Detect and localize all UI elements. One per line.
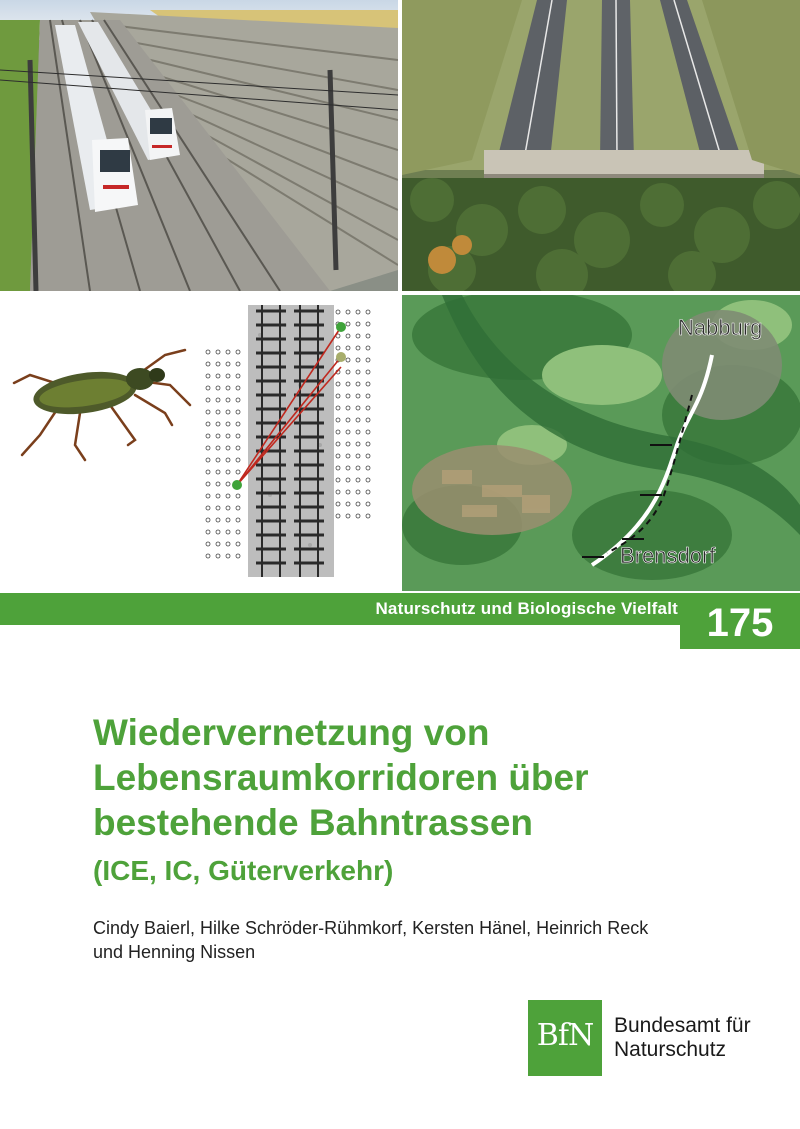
series-number: 175 [706,601,774,645]
publisher-name-line: Bundesamt für [614,1014,751,1037]
authors-line: Cindy Baierl, Hilke Schröder-Rühmkorf, Kersten Hänel, Heinrich Reck [93,918,649,938]
title-line: Lebensraumkorridoren über [93,757,589,798]
authors-line: und Henning Nissen [93,942,256,962]
series-number-box [680,593,800,649]
map-label-north: Nabburg [678,315,763,340]
bfn-logo-text: BfN [536,1018,594,1053]
map-label-south: Brensdorf [620,543,716,568]
series-title: Naturschutz und Biologische Vielfalt [375,599,678,618]
publisher-name [614,1014,751,1062]
authors [93,916,648,964]
ice-trains-photo [0,0,398,291]
book-title [93,710,733,845]
book-subtitle: (ICE, IC, Güterverkehr) [93,855,394,886]
track-crossing-diagram [0,295,398,591]
publisher-name-line: Naturschutz [614,1038,727,1061]
title-line: Wiedervernetzung von [93,712,490,753]
title-line: bestehende Bahntrassen [93,802,534,843]
corridor-map [402,295,800,591]
wildlife-overpass-photo [402,0,800,291]
bfn-logo [528,1000,602,1076]
ground-beetle-photo [14,350,190,460]
